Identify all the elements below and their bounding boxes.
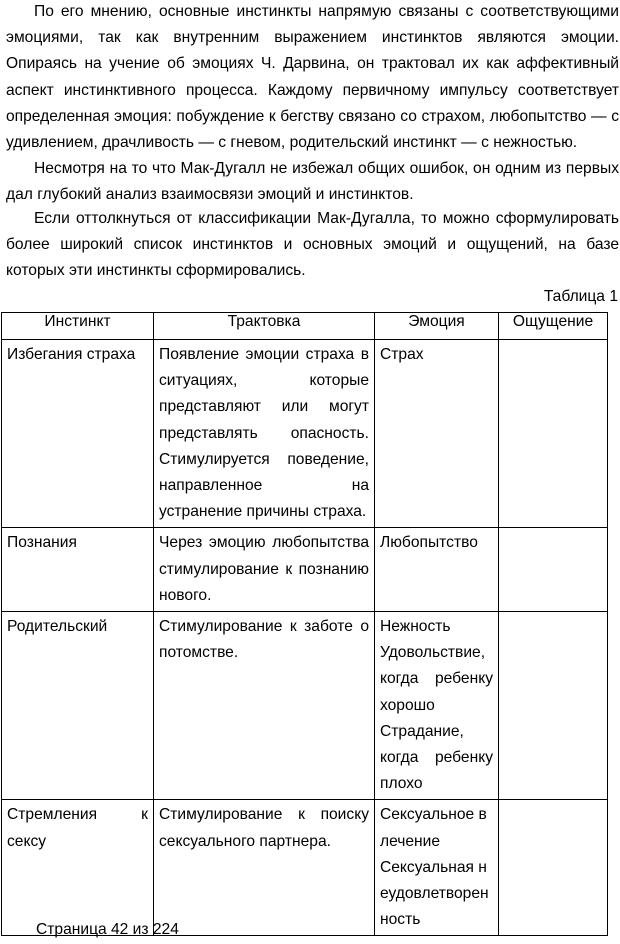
header-emotion: Эмоция [375, 313, 499, 340]
cell-emotion [375, 800, 499, 936]
emotion-line: Страдание, когда ребенку плохо [380, 722, 493, 793]
table-header-row [2, 313, 608, 340]
header-instinct: Инстинкт [2, 313, 154, 340]
table-row [2, 340, 608, 528]
cell-sensation [499, 612, 608, 800]
table-row [2, 528, 608, 612]
emotion-line: Страх [380, 346, 424, 363]
cell-instinct: Избегания страха [2, 340, 154, 528]
cell-instinct: Родительский [2, 612, 154, 800]
cell-sensation [499, 340, 608, 528]
header-sensation: Ощущение [499, 313, 608, 340]
paragraph-3: Если оттолкнуться от классификации Мак-Дугалла, то можно сформулировать более широкий список инстинктов и основных эмоций и ощущений, на базе которых эти инстинкты сформировались. [6, 210, 619, 280]
cell-interpretation: Стимулирование к заботе о потомстве. [154, 612, 375, 800]
instincts-table [1, 312, 608, 936]
cell-interpretation: Стимулирование к поиску сексуального партнера. [154, 800, 375, 936]
table-row [2, 800, 608, 936]
cell-interpretation: Через эмоцию любопытства стимулирование к познанию нового. [154, 528, 375, 612]
cell-emotion [375, 528, 499, 612]
emotion-line: Нежность [380, 618, 451, 636]
emotion-line: Любопытство [380, 534, 478, 552]
header-interpretation: Трактовка [154, 313, 375, 340]
paragraph-2: Несмотря на то что Мак-Дугалл не избежал общих ошибок, он одним из первых дал глубокий анализ взаимосвязи эмоций и инстинктов. [6, 160, 619, 204]
cell-emotion [375, 612, 499, 800]
emotion-line: Сексуальное влечение [380, 806, 487, 850]
table-caption: Таблица 1 [543, 288, 618, 305]
cell-instinct: Познания [2, 528, 154, 612]
cell-interpretation: Появление эмоции страха в ситуациях, которые представляют или могут представлять опасность. Стимулируется поведение, направленное на устранение причины страха. [154, 340, 375, 528]
emotion-line: Удовольствие, когда ребенку хорошо [380, 644, 493, 714]
table-row [2, 612, 608, 800]
cell-emotion [375, 340, 499, 528]
emotion-line: Сексуальная неудовлетворенность [380, 858, 489, 929]
paragraph-1: По его мнению, основные инстинкты напрямую связаны с соответствующими эмоциями, так как внутренним выражением инстинктов являются эмоции. Опираясь на учение об эмоциях Ч. Дарвина, он трактовал их как аффективный аспект инстинктивного процесса. Каждому первичному импульсу соответствует определенная эмоция: побуждение к бегству связано со страхом, любопытство — с удивлением, драчливость — с гневом, родительский инстинкт — с нежностью. [6, 3, 619, 152]
cell-sensation [499, 528, 608, 612]
cell-sensation [499, 800, 608, 936]
page-footer: Страница 42 из 224 [36, 921, 179, 938]
cell-instinct: Стремления к сексу [2, 800, 154, 936]
